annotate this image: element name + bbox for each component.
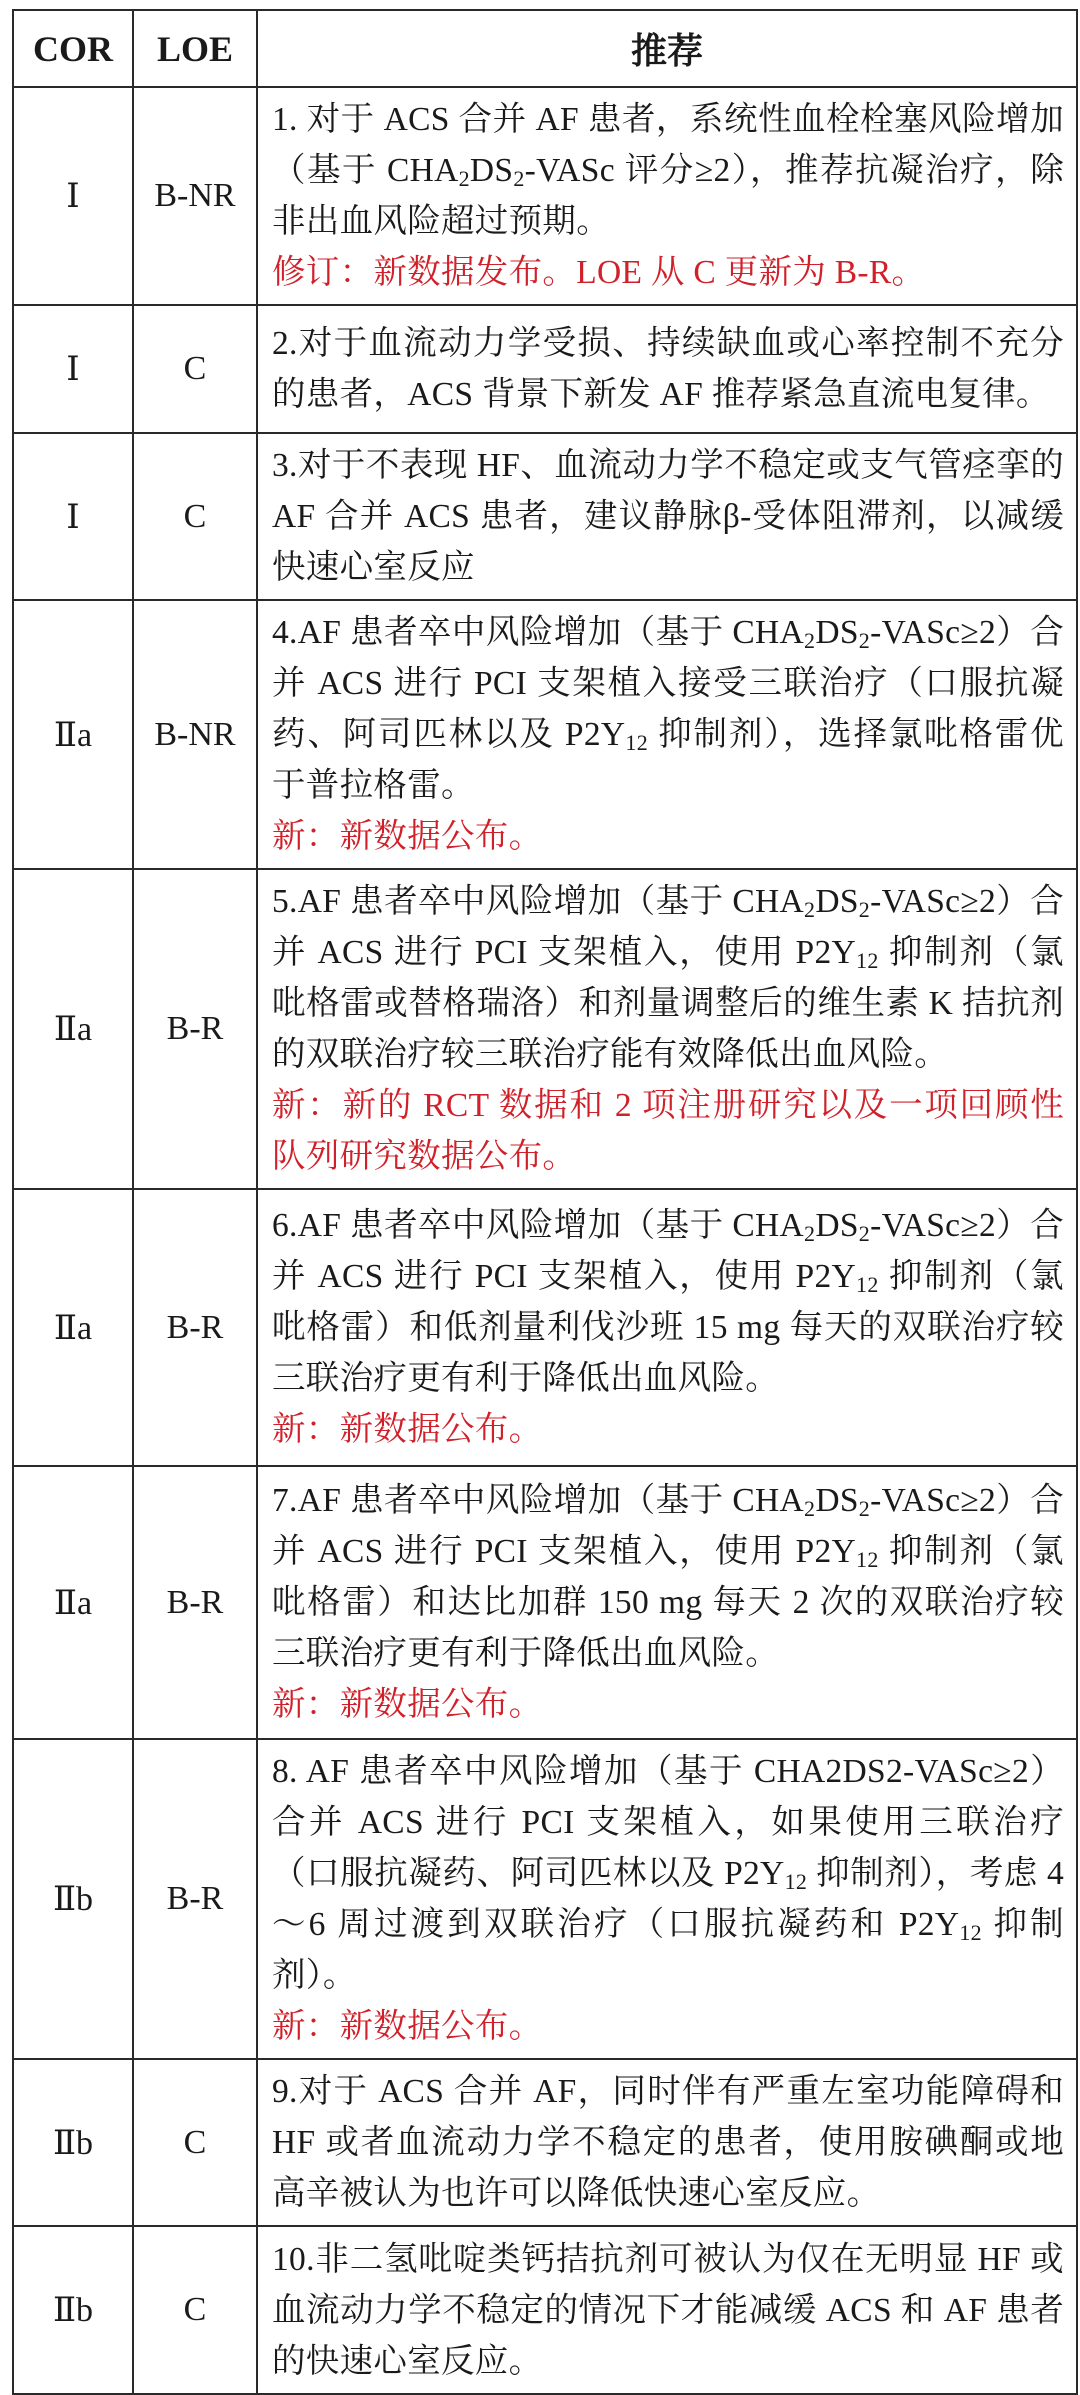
- cor-cell: Ⅱb: [13, 2059, 133, 2226]
- cor-cell: Ⅱb: [13, 1739, 133, 2059]
- table-row: [13, 87, 1077, 305]
- recommendation-text: 3.对于不表现 HF、血流动力学不稳定或支气管痉挛的 AF 合并 ACS 患者，建议静脉β-受体阻滞剂，以减缓快速心室反应: [272, 447, 1064, 586]
- header-recommendation: 推荐: [257, 10, 1077, 87]
- loe-cell: C: [133, 305, 257, 433]
- loe-cell: B-R: [133, 869, 257, 1189]
- recommendation-cell: [257, 1466, 1077, 1739]
- recommendation-cell: [257, 869, 1077, 1189]
- recommendation-text: 9.对于 ACS 合并 AF，同时伴有严重左室功能障碍和 HF 或者血流动力学不稳定的患者，使用胺碘酮或地高辛被认为也许可以降低快速心室反应。: [272, 2073, 1064, 2212]
- loe-cell: C: [133, 2059, 257, 2226]
- recommendation-cell: [257, 1189, 1077, 1466]
- recommendation-cell: [257, 1739, 1077, 2059]
- recommendation-text: 8. AF 患者卒中风险增加（基于 CHA2DS2-VASc≥2）合并 ACS 进行 PCI 支架植入，如果使用三联治疗（口服抗凝药、阿司匹林以及 $P2Y_{12}$ 抑制剂），考虑 4～6 周过渡到双联治疗（口服抗凝药和 $P2Y_{12}$ 抑制剂）。: [272, 1753, 1064, 1994]
- recommendation-cell: [257, 433, 1077, 600]
- revision-note: 新：新的 RCT 数据和 2 项注册研究以及一项回顾性队列研究数据公布。: [272, 1087, 1064, 1175]
- table-header-row: [13, 10, 1077, 87]
- cor-cell: Ⅱa: [13, 600, 133, 869]
- recommendation-text: 7.AF 患者卒中风险增加（基于 $CHA_2DS_2-VASc\ge 2$）合并 ACS 进行 PCI 支架植入，使用 $P2Y_{12}$ 抑制剂（氯吡格雷）和达比加群 150 mg 每天 2 次的双联治疗较三联治疗更有利于降低出血风险。: [272, 1482, 1064, 1672]
- loe-cell: B-R: [133, 1189, 257, 1466]
- recommendations-table: [12, 9, 1078, 2395]
- revision-note: 修订：新数据发布。LOE 从 C 更新为 B-R。: [272, 254, 926, 291]
- loe-cell: B-R: [133, 1739, 257, 2059]
- loe-cell: C: [133, 2226, 257, 2394]
- revision-note: 新：新数据公布。: [272, 818, 543, 855]
- table-row: [13, 2059, 1077, 2226]
- recommendation-cell: [257, 305, 1077, 433]
- table-row: [13, 2226, 1077, 2394]
- recommendation-text: 6.AF 患者卒中风险增加（基于 $CHA_2DS_2-VASc\ge 2$）合并 ACS 进行 PCI 支架植入，使用 $P2Y_{12}$ 抑制剂（氯吡格雷）和低剂量利伐沙班 15 mg 每天的双联治疗较三联治疗更有利于降低出血风险。: [272, 1207, 1064, 1397]
- recommendation-cell: [257, 2059, 1077, 2226]
- revision-note: 新：新数据公布。: [272, 1686, 543, 1723]
- revision-note: 新：新数据公布。: [272, 2008, 543, 2045]
- cor-cell: Ⅱa: [13, 1466, 133, 1739]
- recommendation-text: 4.AF 患者卒中风险增加（基于 $CHA_2DS_2-VASc\ge 2$）合并 ACS 进行 PCI 支架植入接受三联治疗（口服抗凝药、阿司匹林以及 $P2Y_{12}$ 抑制剂），选择氯吡格雷优于普拉格雷。: [272, 614, 1064, 804]
- revision-note: 新：新数据公布。: [272, 1411, 543, 1448]
- header-loe: LOE: [133, 10, 257, 87]
- table-row: [13, 600, 1077, 869]
- recommendation-text: 1. 对于 ACS 合并 AF 患者，系统性血栓栓塞风险增加（基于 $CHA_2DS_2$-VASc 评分≥2），推荐抗凝治疗，除非出血风险超过预期。: [272, 101, 1064, 240]
- recommendation-cell: [257, 87, 1077, 305]
- cor-cell: Ⅱb: [13, 2226, 133, 2394]
- table-row: [13, 869, 1077, 1189]
- table-row: [13, 1189, 1077, 1466]
- cor-cell: Ⅰ: [13, 433, 133, 600]
- cor-cell: Ⅰ: [13, 87, 133, 305]
- recommendation-cell: [257, 2226, 1077, 2394]
- table-row: [13, 433, 1077, 600]
- cor-cell: Ⅱa: [13, 869, 133, 1189]
- recommendation-cell: [257, 600, 1077, 869]
- cor-cell: Ⅰ: [13, 305, 133, 433]
- recommendation-text: 5.AF 患者卒中风险增加（基于 $CHA_2DS_2-VASc\ge 2$）合并 ACS 进行 PCI 支架植入，使用 $P2Y_{12}$ 抑制剂（氯吡格雷或替格瑞洛）和剂量调整后的维生素 K 拮抗剂的双联治疗较三联治疗能有效降低出血风险。: [272, 883, 1064, 1073]
- table-row: [13, 305, 1077, 433]
- table-row: [13, 1739, 1077, 2059]
- loe-cell: B-NR: [133, 600, 257, 869]
- recommendation-text: 2.对于血流动力学受损、持续缺血或心率控制不充分的患者，ACS 背景下新发 AF 推荐紧急直流电复律。: [272, 325, 1064, 413]
- cor-cell: Ⅱa: [13, 1189, 133, 1466]
- loe-cell: C: [133, 433, 257, 600]
- header-cor: COR: [13, 10, 133, 87]
- table-row: [13, 1466, 1077, 1739]
- recommendation-text: 10.非二氢吡啶类钙拮抗剂可被认为仅在无明显 HF 或血流动力学不稳定的情况下才能减缓 ACS 和 AF 患者的快速心室反应。: [272, 2240, 1064, 2380]
- loe-cell: B-NR: [133, 87, 257, 305]
- loe-cell: B-R: [133, 1466, 257, 1739]
